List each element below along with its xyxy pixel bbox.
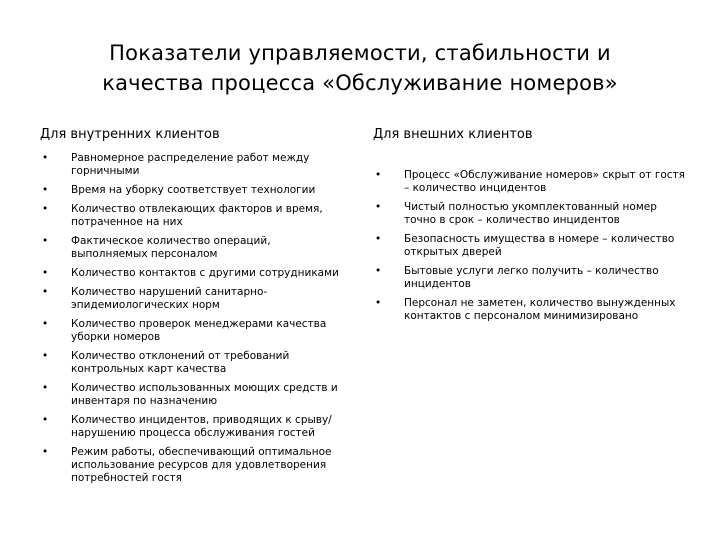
- list-item-text: Безопасность имущества в номере – количество открытых дверей: [404, 233, 675, 258]
- bullet-icon: •: [42, 414, 49, 426]
- slide-title-line-2: качества процесса «Обслуживание номеров»: [102, 71, 618, 95]
- list-item-text: Равномерное распределение работ между горничными: [71, 152, 310, 177]
- list-item-text: Режим работы, обеспечивающий оптимальное использование ресурсов для удовлетворения потребностей гостя: [71, 446, 332, 484]
- list-item-text: Количество отклонений от требований контрольных карт качества: [71, 350, 290, 375]
- list-item: [40, 267, 348, 280]
- list-item: [40, 203, 348, 229]
- list-item-text: Количество нарушений санитарно-эпидемиологических норм: [71, 286, 268, 311]
- slide-title: [40, 38, 680, 98]
- list-item: [373, 201, 685, 227]
- bullet-icon: •: [42, 235, 49, 247]
- bullet-icon: •: [42, 446, 49, 458]
- list-item: [40, 414, 348, 440]
- internal-clients-heading: Для внутренних клиентов: [40, 127, 220, 142]
- external-clients-heading: Для внешних клиентов: [373, 127, 533, 142]
- internal-clients-list: [40, 152, 348, 485]
- list-item-text: Чистый полностью укомплектованный номер точно в срок – количество инцидентов: [404, 201, 657, 226]
- list-item: [373, 297, 685, 323]
- list-item: [40, 446, 348, 485]
- list-item: [373, 265, 685, 291]
- list-item: [40, 184, 348, 197]
- list-item: [40, 350, 348, 376]
- bullet-icon: •: [42, 318, 49, 330]
- external-clients-column: [373, 126, 685, 329]
- list-item-text: Количество контактов с другими сотрудниками: [71, 267, 339, 279]
- bullet-icon: •: [42, 267, 49, 279]
- list-item: [40, 318, 348, 344]
- list-item-text: Количество отвлекающих факторов и время, потраченное на них: [71, 203, 323, 228]
- list-item: [40, 286, 348, 312]
- list-item-text: Фактическое количество операций, выполняемых персоналом: [71, 235, 271, 260]
- list-item-text: Время на уборку соответствует технологии: [71, 184, 316, 196]
- bullet-icon: •: [42, 203, 49, 215]
- list-item: [373, 233, 685, 259]
- bullet-icon: •: [375, 265, 382, 277]
- bullet-icon: •: [42, 152, 49, 164]
- bullet-icon: •: [42, 350, 49, 362]
- external-clients-list: [373, 169, 685, 323]
- bullet-icon: •: [375, 169, 382, 181]
- bullet-icon: •: [42, 286, 49, 298]
- list-item-text: Процесс «Обслуживание номеров» скрыт от гостя – количество инцидентов: [404, 169, 685, 194]
- list-item: [40, 382, 348, 408]
- bullet-icon: •: [375, 201, 382, 213]
- bullet-icon: •: [375, 233, 382, 245]
- list-item: [373, 169, 685, 195]
- list-item-text: Персонал не заметен, количество вынужденных контактов с персоналом минимизировано: [404, 297, 676, 322]
- internal-clients-column: [40, 126, 348, 491]
- bullet-icon: •: [42, 184, 49, 196]
- list-item: [40, 152, 348, 178]
- slide-title-line-1: Показатели управляемости, стабильности и: [109, 41, 611, 65]
- bullet-icon: •: [375, 297, 382, 309]
- list-item: [40, 235, 348, 261]
- list-item-text: Количество использованных моющих средств и инвентаря по назначению: [71, 382, 338, 407]
- list-item-text: Количество инцидентов, приводящих к срыву/нарушению процесса обслуживания гостей: [71, 414, 332, 439]
- bullet-icon: •: [42, 382, 49, 394]
- list-item-text: Количество проверок менеджерами качества уборки номеров: [71, 318, 327, 343]
- list-item-text: Бытовые услуги легко получить – количество инцидентов: [404, 265, 659, 290]
